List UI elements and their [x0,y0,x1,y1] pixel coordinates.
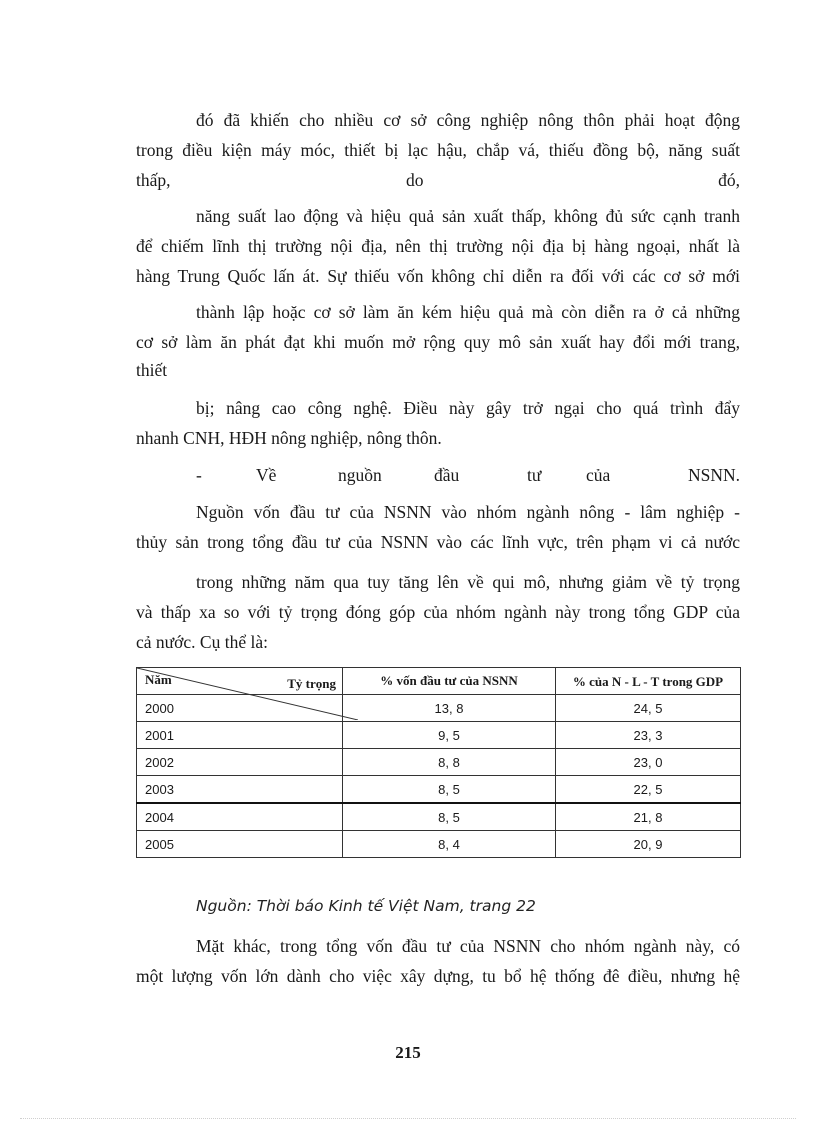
table-source-note: Nguồn: Thời báo Kinh tế Việt Nam, trang 22 [196,897,536,915]
year-cell: 2004 [137,803,343,831]
table-row [137,749,741,776]
table-row [137,722,741,749]
word: Về [256,465,277,485]
year-cell: 2002 [137,749,343,776]
investment-cell: 8, 4 [343,831,556,858]
investment-cell: 8, 5 [343,803,556,831]
year-cell: 2001 [137,722,343,749]
paragraph-line: nhanh CNH, HĐH nông nghiệp, nông thôn. [136,428,442,448]
paragraph-line: hàng Trung Quốc lấn át. Sự thiếu vốn không chỉ diễn ra đối với các cơ sở mới [136,266,740,286]
year-cell: 2003 [137,776,343,804]
paragraph-line: bị; nâng cao công nghệ. Điều này gây trở ngại cho quá trình đẩy [196,398,740,418]
paragraph-line: thiết [136,360,168,380]
paragraph-line: để chiếm lĩnh thị trường nội địa, nên thị trường nội địa bị hàng ngoại, nhất là [136,236,740,256]
year-cell: 2000 [137,695,343,722]
investment-cell: 8, 5 [343,776,556,804]
word: tư [527,465,542,485]
gdp-cell: 20, 9 [556,831,741,858]
paragraph-line: thành lập hoặc cơ sở làm ăn kém hiệu quả mà còn diễn ra ở cả những [196,302,740,322]
paragraph-line: trong điều kiện máy móc, thiết bị lạc hậu, chắp vá, thiếu đồng bộ, năng suất [136,140,740,160]
investment-cell: 8, 8 [343,749,556,776]
paragraph-line: đó đã khiến cho nhiều cơ sở công nghiệp nông thôn phải hoạt động [196,110,740,130]
corner-top-label: Tỷ trọng [287,676,336,691]
word: NSNN. [687,465,740,485]
paragraph-line: năng suất lao động và hiệu quả sản xuất thấp, không đủ sức cạnh tranh [196,206,740,226]
gdp-cell: 22, 5 [556,776,741,804]
gdp-cell: 23, 3 [556,722,741,749]
investment-cell: 13, 8 [343,695,556,722]
page-bottom-rule [20,1118,796,1119]
table-header-row [137,668,741,695]
paragraph-line: Mặt khác, trong tổng vốn đầu tư của NSNN cho nhóm ngành này, có [196,936,740,956]
paragraph-line: một lượng vốn lớn dành cho việc xây dựng, tu bổ hệ thống đê điều, nhưng hệ [136,966,740,986]
diagonal-header-cell [137,668,343,695]
column-header-investment: % vốn đầu tư của NSNN [343,668,556,695]
word: nguồn [338,465,382,485]
investment-cell: 9, 5 [343,722,556,749]
gdp-cell: 23, 0 [556,749,741,776]
table-row [137,831,741,858]
word: đó, [718,170,740,190]
table-row [137,776,741,804]
word: của [586,465,611,485]
paragraph-line: thủy sản trong tổng đầu tư của NSNN vào các lĩnh vực, trên phạm vi cả nước [136,532,740,552]
corner-bottom-label: Năm [145,672,172,687]
word: - [196,465,202,485]
word: đầu [434,465,460,485]
page-number: 215 [395,1043,421,1062]
word: do [406,170,424,190]
paragraph-line: cả nước. Cụ thể là: [136,632,268,652]
table-row [137,803,741,831]
column-header-gdp: % của N - L - T trong GDP [556,668,741,695]
gdp-cell: 24, 5 [556,695,741,722]
paragraph-line: cơ sở làm ăn phát đạt khi muốn mở rộng quy mô sản xuất hay đổi mới trang, [136,332,740,352]
year-cell: 2005 [137,831,343,858]
investment-table [136,667,741,858]
paragraph-line: trong những năm qua tuy tăng lên về qui mô, nhưng giảm về tỷ trọng [196,572,740,592]
paragraph-line: và thấp xa so với tỷ trọng đóng góp của nhóm ngành này trong tổng GDP của [136,602,740,622]
paragraph-line: Nguồn vốn đầu tư của NSNN vào nhóm ngành nông - lâm nghiệp - [196,502,740,522]
word: thấp, [136,170,171,190]
gdp-cell: 21, 8 [556,803,741,831]
